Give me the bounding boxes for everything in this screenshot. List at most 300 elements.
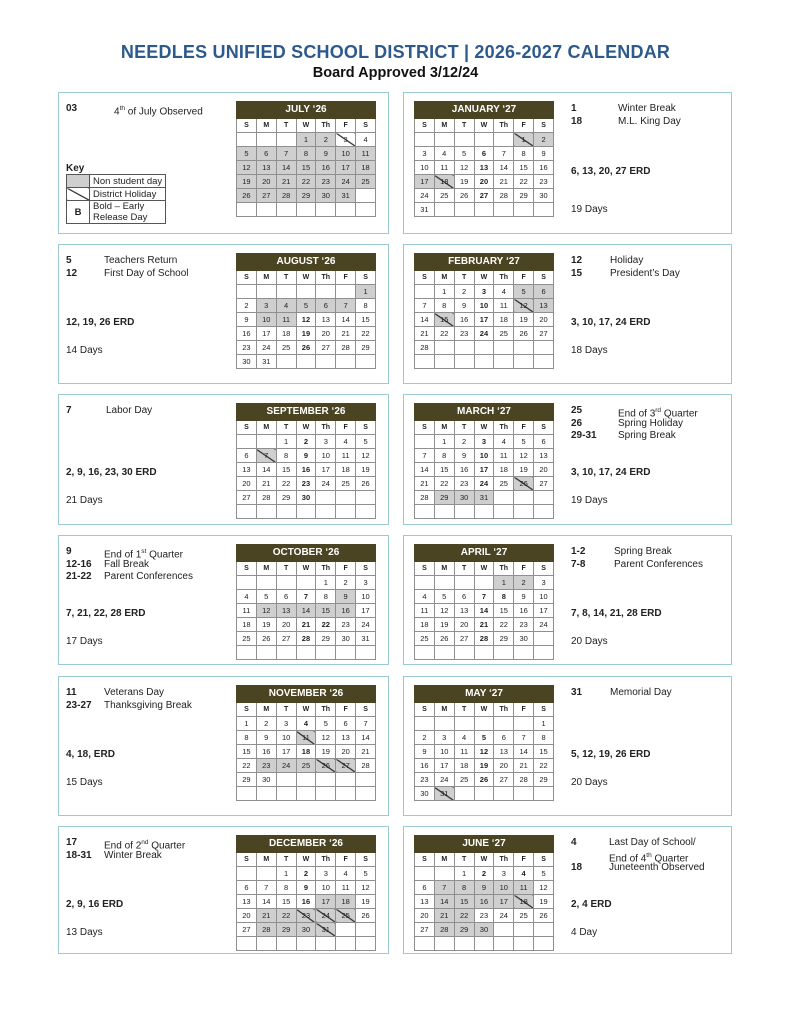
weekday-header: S [237,853,257,867]
day-cell: 15 [514,161,534,175]
day-cell: 7 [256,449,276,463]
day-cell: 14 [336,313,356,327]
event-description: First Day of School [104,267,189,279]
day-cell: 24 [415,189,435,203]
empty-cell [474,341,494,355]
day-cell: 26 [474,773,494,787]
day-cell: 19 [534,895,554,909]
empty-cell [316,773,336,787]
key-swatch: B [67,201,90,224]
weekday-header: S [356,562,376,576]
empty-cell [356,505,376,519]
day-cell: 21 [256,477,276,491]
day-cell: 26 [356,477,376,491]
event-date: 31 [571,687,583,698]
event-description: Thanksgiving Break [104,699,192,711]
day-cell: 20 [256,175,276,189]
event-date: 7 [66,405,72,416]
empty-cell [415,576,435,590]
day-cell: 7 [415,449,435,463]
key-swatch [67,188,90,201]
empty-cell [434,341,454,355]
day-cell: 24 [534,618,554,632]
empty-cell [336,491,356,505]
day-cell: 16 [296,895,316,909]
day-cell: 20 [237,477,257,491]
day-cell: 5 [296,299,316,313]
day-cell: 9 [415,745,435,759]
empty-cell [454,355,474,369]
day-cell: 14 [415,463,435,477]
empty-cell [276,505,296,519]
day-cell: 11 [276,313,296,327]
day-cell: 29 [514,189,534,203]
day-cell: 30 [296,491,316,505]
empty-cell [296,646,316,660]
day-cell: 2 [316,133,336,147]
day-cell: 8 [494,590,514,604]
day-cell: 16 [336,604,356,618]
month-name: NOVEMBER ‘26 [237,686,376,703]
empty-cell [237,435,257,449]
day-cell: 8 [534,731,554,745]
day-cell: 23 [415,773,435,787]
day-cell: 30 [336,632,356,646]
day-cell: 27 [534,327,554,341]
day-cell: 13 [336,731,356,745]
day-cell: 13 [454,604,474,618]
empty-cell [415,285,435,299]
empty-cell [494,787,514,801]
month-name: AUGUST ‘26 [237,254,376,271]
day-cell: 25 [454,773,474,787]
event-date: 18 [571,862,583,873]
empty-cell [336,773,356,787]
weekday-header: S [415,421,435,435]
day-cell: 4 [276,299,296,313]
day-cell: 23 [237,341,257,355]
weekday-header: F [514,562,534,576]
day-cell: 14 [256,463,276,477]
day-cell: 29 [434,491,454,505]
weekday-header: F [514,271,534,285]
day-cell: 6 [276,590,296,604]
day-cell: 25 [336,477,356,491]
day-cell: 11 [237,604,257,618]
day-cell: 9 [454,299,474,313]
empty-cell [256,435,276,449]
instructional-days: 18 Days [571,345,608,356]
day-cell: 23 [336,618,356,632]
early-release-days: 3, 10, 17, 24 ERD [571,317,651,328]
day-cell: 24 [316,477,336,491]
day-cell: 19 [514,313,534,327]
empty-cell [237,867,257,881]
empty-cell [296,505,316,519]
event-description: Juneteenth Observed [609,862,705,873]
day-cell: 21 [336,327,356,341]
day-cell: 17 [534,604,554,618]
day-cell: 3 [316,867,336,881]
day-cell: 31 [474,491,494,505]
day-cell: 8 [434,449,454,463]
empty-cell [276,133,296,147]
day-cell: 23 [514,618,534,632]
weekday-header: M [434,271,454,285]
day-cell: 25 [296,759,316,773]
weekday-header: S [356,119,376,133]
day-cell: 9 [256,731,276,745]
empty-cell [534,646,554,660]
weekday-header: M [256,703,276,717]
day-cell: 4 [356,133,376,147]
empty-cell [316,505,336,519]
day-cell: 10 [474,449,494,463]
day-cell: 28 [434,923,454,937]
weekday-header: S [237,119,257,133]
day-cell: 22 [237,759,257,773]
day-cell: 29 [454,923,474,937]
empty-cell [256,646,276,660]
weekday-header: W [296,853,316,867]
day-cell: 15 [434,463,454,477]
day-cell: 12 [514,449,534,463]
weekday-header: T [454,703,474,717]
day-cell: 7 [514,731,534,745]
day-cell: 14 [434,895,454,909]
day-cell: 23 [256,759,276,773]
weekday-header: T [276,853,296,867]
empty-cell [474,355,494,369]
day-cell: 29 [534,773,554,787]
empty-cell [356,189,376,203]
event-date: 12-16 [66,558,92,570]
event-date: 11 [66,687,77,698]
day-cell: 21 [474,618,494,632]
day-cell: 17 [494,895,514,909]
empty-cell [237,203,257,217]
day-cell: 7 [276,147,296,161]
empty-cell [494,937,514,951]
day-cell: 5 [256,590,276,604]
empty-cell [474,787,494,801]
day-cell: 10 [276,731,296,745]
day-cell: 13 [494,745,514,759]
day-cell: 29 [276,491,296,505]
empty-cell [256,505,276,519]
empty-cell [415,505,435,519]
day-cell: 6 [534,435,554,449]
day-cell: 14 [415,313,435,327]
empty-cell [237,787,257,801]
empty-cell [534,491,554,505]
weekday-header: Th [494,119,514,133]
day-cell: 25 [434,189,454,203]
day-cell: 14 [296,604,316,618]
day-cell: 13 [534,449,554,463]
month-calendar [236,835,376,951]
day-cell: 4 [494,285,514,299]
day-cell: 23 [316,175,336,189]
day-cell: 5 [356,435,376,449]
empty-cell [514,646,534,660]
day-cell: 13 [534,299,554,313]
day-cell: 21 [514,759,534,773]
day-cell: 4 [494,435,514,449]
month-calendar [236,403,376,519]
day-cell: 1 [454,867,474,881]
weekday-header: S [534,853,554,867]
instructional-days: 19 Days [571,495,608,506]
day-cell: 1 [296,133,316,147]
day-cell: 20 [316,327,336,341]
empty-cell [454,937,474,951]
empty-cell [237,505,257,519]
month-name: APRIL ‘27 [415,545,554,562]
key-description: District Holiday [90,188,166,201]
day-cell: 7 [336,299,356,313]
empty-cell [514,491,534,505]
empty-cell [474,133,494,147]
event-description: 4th of July Observed [114,105,203,118]
day-cell: 27 [276,632,296,646]
weekday-header: S [237,421,257,435]
empty-cell [415,867,435,881]
day-cell: 1 [316,576,336,590]
weekday-header: F [336,562,356,576]
early-release-days: 12, 19, 26 ERD [66,317,135,328]
month-calendar [414,403,554,519]
day-cell: 16 [454,313,474,327]
day-cell: 20 [237,909,257,923]
empty-cell [534,632,554,646]
day-cell: 18 [237,618,257,632]
weekday-header: M [434,562,454,576]
instructional-days: 20 Days [571,777,608,788]
day-cell: 28 [276,189,296,203]
day-cell: 19 [454,175,474,189]
month-calendar [414,835,554,951]
day-cell: 27 [336,759,356,773]
day-cell: 6 [237,449,257,463]
empty-cell [454,717,474,731]
day-cell: 17 [415,175,435,189]
day-cell: 20 [494,759,514,773]
day-cell: 21 [256,909,276,923]
empty-cell [534,355,554,369]
day-cell: 27 [256,189,276,203]
day-cell: 17 [316,895,336,909]
day-cell: 18 [356,161,376,175]
weekday-header: S [237,703,257,717]
day-cell: 25 [415,632,435,646]
weekday-header: S [237,562,257,576]
ordinal-suffix: nd [141,839,149,846]
day-cell: 11 [434,161,454,175]
empty-cell [474,717,494,731]
weekday-header: F [514,703,534,717]
event-description: Memorial Day [610,687,672,698]
day-cell: 10 [356,590,376,604]
early-release-days: 7, 8, 14, 21, 28 ERD [571,608,662,619]
day-cell: 28 [415,341,435,355]
day-cell: 21 [356,745,376,759]
day-cell: 13 [256,161,276,175]
day-cell: 8 [434,299,454,313]
day-cell: 2 [454,435,474,449]
day-cell: 3 [336,133,356,147]
day-cell: 21 [415,327,435,341]
day-cell: 24 [474,327,494,341]
day-cell: 30 [514,632,534,646]
day-cell: 7 [415,299,435,313]
day-cell: 13 [316,313,336,327]
empty-cell [494,341,514,355]
weekday-header: T [276,271,296,285]
early-release-days: 3, 10, 17, 24 ERD [571,467,651,478]
day-cell: 19 [434,618,454,632]
early-release-days: 6, 13, 20, 27 ERD [571,166,651,177]
day-cell: 5 [514,435,534,449]
day-cell: 9 [514,590,534,604]
weekday-header: M [256,271,276,285]
instructional-days: 19 Days [571,204,608,215]
month-calendar [236,544,376,660]
event-description: Parent Conferences [104,571,193,582]
empty-cell [316,491,336,505]
empty-cell [434,133,454,147]
weekday-header: Th [316,271,336,285]
day-cell: 17 [336,161,356,175]
day-cell: 7 [494,147,514,161]
weekday-header: S [356,703,376,717]
weekday-header: S [415,853,435,867]
empty-cell [415,133,435,147]
day-cell: 31 [256,355,276,369]
weekday-header: S [356,271,376,285]
month-calendar [414,544,554,660]
weekday-header: Th [316,853,336,867]
weekday-header: T [454,562,474,576]
day-cell: 31 [316,923,336,937]
empty-cell [474,576,494,590]
day-cell: 20 [415,909,435,923]
weekday-header: S [534,703,554,717]
empty-cell [296,787,316,801]
early-release-days: 4, 18, ERD [66,749,115,760]
weekday-header: T [454,119,474,133]
day-cell: 2 [415,731,435,745]
day-cell: 22 [316,618,336,632]
day-cell: 21 [296,618,316,632]
empty-cell [514,355,534,369]
day-cell: 15 [494,604,514,618]
day-cell: 23 [454,477,474,491]
weekday-header: Th [494,562,514,576]
month-name: SEPTEMBER ‘26 [237,404,376,421]
empty-cell [434,505,454,519]
day-cell: 15 [296,161,316,175]
empty-cell [316,285,336,299]
day-cell: 28 [494,189,514,203]
empty-cell [514,937,534,951]
day-cell: 8 [276,449,296,463]
event-date: 12 [66,267,78,279]
event-date: 03 [66,103,78,114]
empty-cell [514,717,534,731]
day-cell: 17 [356,604,376,618]
day-cell: 3 [415,147,435,161]
weekday-header: S [534,562,554,576]
day-cell: 18 [434,175,454,189]
day-cell: 10 [316,881,336,895]
page-subtitle: Board Approved 3/12/24 [312,65,479,81]
empty-cell [276,646,296,660]
day-cell: 3 [316,435,336,449]
weekday-header: S [415,562,435,576]
day-cell: 26 [434,632,454,646]
month-name: JUNE ‘27 [415,836,554,853]
day-cell: 10 [336,147,356,161]
instructional-days: 21 Days [66,495,103,506]
empty-cell [534,787,554,801]
weekday-header: M [434,421,454,435]
day-cell: 16 [237,327,257,341]
day-cell: 9 [454,449,474,463]
day-cell: 24 [336,175,356,189]
day-cell: 27 [534,477,554,491]
ordinal-suffix: th [119,105,125,112]
day-cell: 29 [237,773,257,787]
day-cell: 5 [454,147,474,161]
weekday-header: T [276,119,296,133]
event-date: 1-2 [571,546,586,557]
empty-cell [415,937,435,951]
day-cell: 15 [276,463,296,477]
day-cell: 8 [237,731,257,745]
day-cell: 14 [256,895,276,909]
day-cell: 17 [256,327,276,341]
weekday-header: S [356,853,376,867]
empty-cell [336,203,356,217]
weekday-header: T [276,703,296,717]
empty-cell [296,355,316,369]
day-cell: 7 [256,881,276,895]
empty-cell [316,937,336,951]
weekday-header: W [296,271,316,285]
empty-cell [336,923,356,937]
empty-cell [454,646,474,660]
event-description: M.L. King Day [618,115,681,127]
day-cell: 24 [256,341,276,355]
instructional-days: 14 Days [66,345,103,356]
event-date: 1 [571,103,577,114]
empty-cell [494,355,514,369]
day-cell: 17 [474,313,494,327]
day-cell: 17 [276,745,296,759]
day-cell: 20 [276,618,296,632]
empty-cell [356,773,376,787]
day-cell: 3 [356,576,376,590]
day-cell: 1 [276,435,296,449]
day-cell: 4 [415,590,435,604]
day-cell: 20 [336,745,356,759]
day-cell: 25 [276,341,296,355]
empty-cell [514,203,534,217]
empty-cell [256,787,276,801]
day-cell: 21 [494,175,514,189]
empty-cell [356,646,376,660]
